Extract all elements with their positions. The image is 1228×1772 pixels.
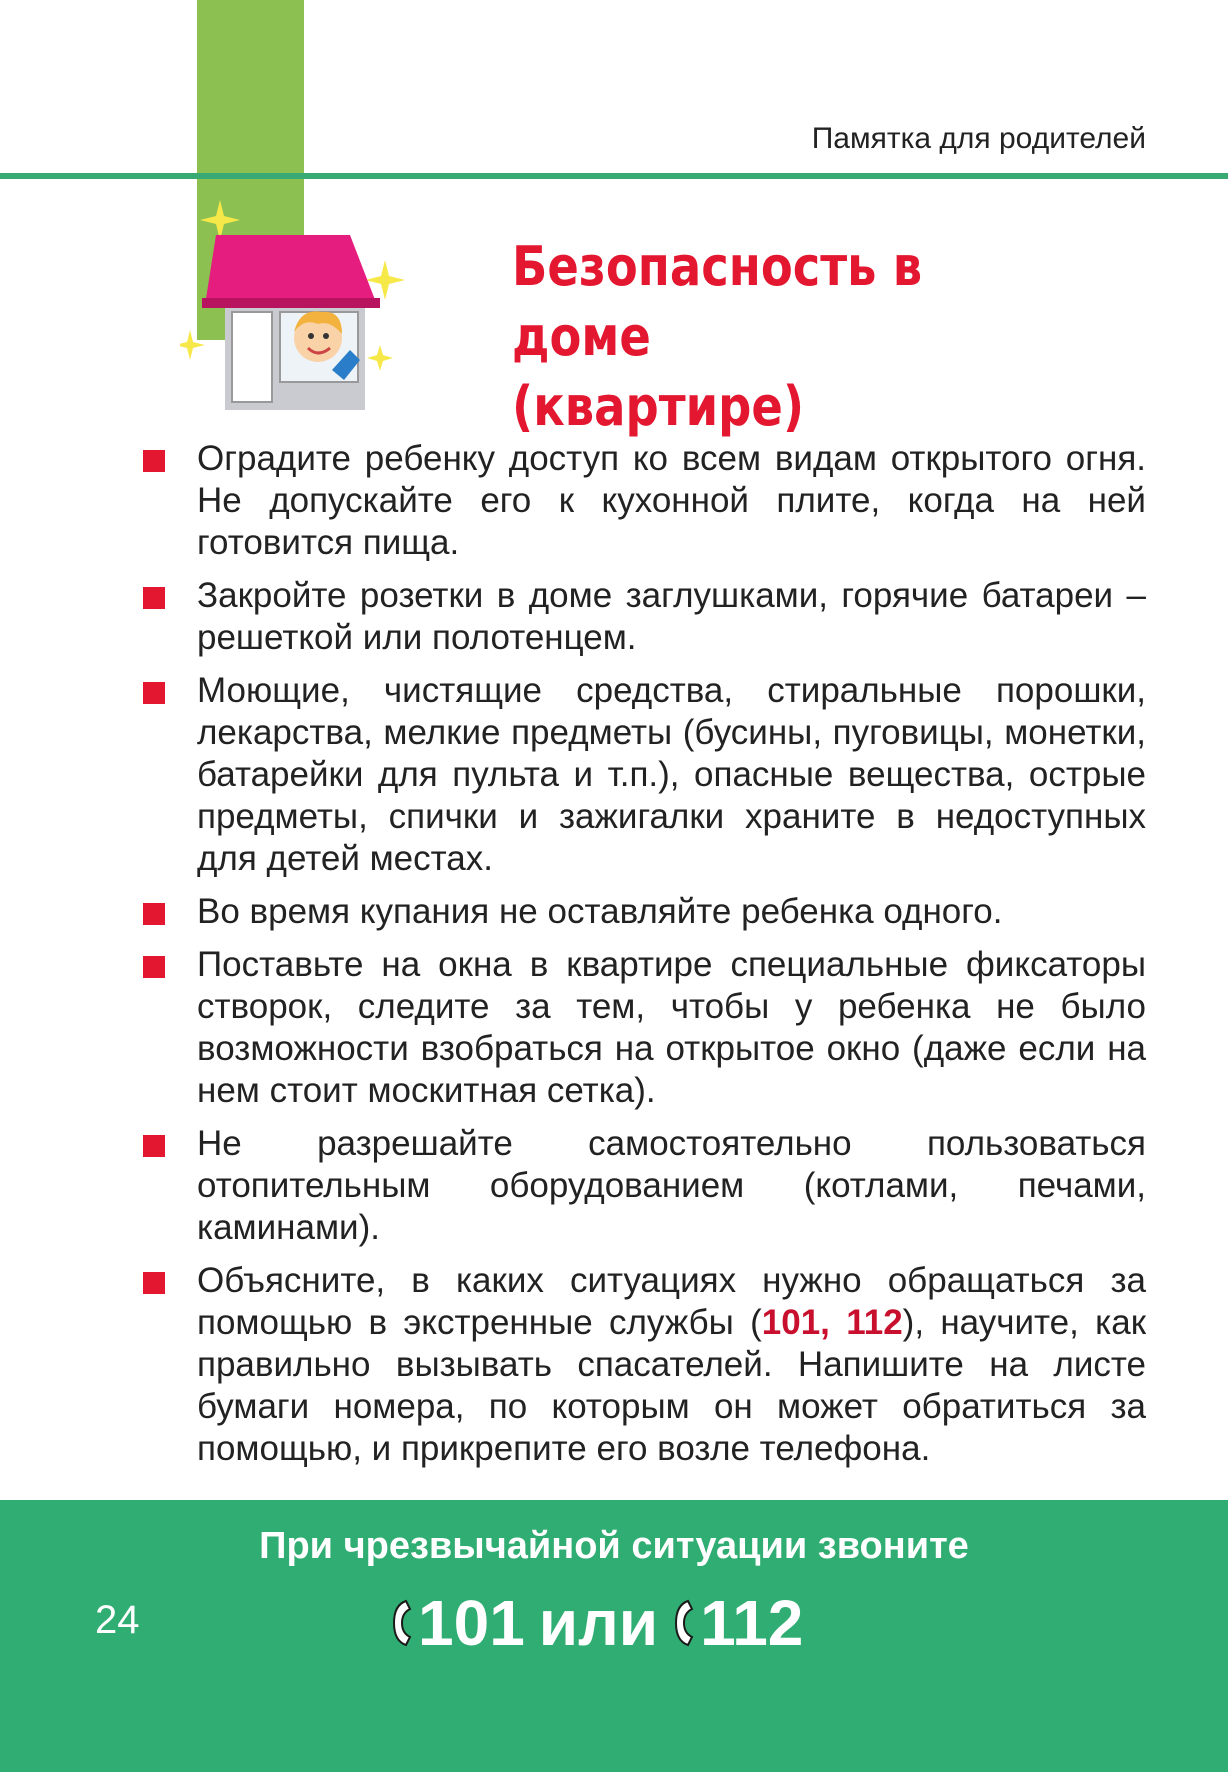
house-illustration bbox=[180, 200, 430, 410]
list-item-text: Закройте розетки в доме заглушками, горячие батареи – решеткой или полотенцем. bbox=[197, 576, 1146, 657]
list-item bbox=[140, 575, 1146, 659]
header-divider bbox=[0, 173, 1228, 179]
list-item-text: Во время купания не оставляйте ребенка одного. bbox=[197, 892, 1003, 931]
bullet-square-icon bbox=[143, 903, 165, 925]
bullet-square-icon bbox=[143, 450, 165, 472]
footer-call-text: При чрезвычайной ситуации звоните bbox=[259, 1525, 969, 1567]
list-item bbox=[140, 1123, 1146, 1249]
emergency-number-101: 101 bbox=[418, 1587, 525, 1659]
list-item-text-before: Объясните, в каких ситуациях нужно обращаться за помощью в экстренные службы ( bbox=[197, 1261, 1146, 1342]
phone-icon bbox=[390, 1599, 412, 1647]
list-item-text: Моющие, чистящие средства, стиральные порошки, лекарства, мелкие предметы (бусины, пуговицы, монетки, батарейки для пульта и т.п.), опасные вещества, острые предметы, спички и зажигалки храните в недоступных для детей местах. bbox=[197, 671, 1146, 878]
emergency-number-112: 112 bbox=[700, 1587, 804, 1659]
section-header: Памятка для родителей bbox=[811, 122, 1146, 155]
list-item-text: Не разрешайте самостоятельно пользоваться отопительным оборудованием (котлами, печами, каминами). bbox=[197, 1124, 1146, 1247]
phone-icon bbox=[672, 1599, 694, 1647]
emergency-numbers-highlight: 101, 112 bbox=[761, 1303, 903, 1342]
bullet-square-icon bbox=[143, 587, 165, 609]
list-item-text-after: ), научите, как правильно вызывать спасателей. Напишите на листе бумаги номера, по которым он может обратиться за помощью, и прикрепите его возле телефона. bbox=[197, 1303, 1147, 1468]
title-line-2: (квартире) bbox=[512, 375, 805, 438]
house-door bbox=[232, 312, 272, 402]
footer-emergency-numbers bbox=[390, 1586, 803, 1660]
list-item bbox=[140, 1260, 1146, 1470]
bullet-square-icon bbox=[143, 682, 165, 704]
list-item-text: Оградите ребенку доступ ко всем видам открытого огня. Не допускайте его к кухонной плите, когда на ней готовится пища. bbox=[197, 439, 1146, 562]
bullet-square-icon bbox=[143, 1135, 165, 1157]
list-item bbox=[140, 944, 1146, 1112]
list-item bbox=[140, 438, 1146, 564]
title-line-1: Безопасность в доме bbox=[512, 235, 923, 368]
list-item-text: Поставьте на окна в квартире специальные фиксаторы створок, следите за тем, чтобы у ребенка не было возможности взобраться на открытое окно (даже если на нем стоит москитная сетка). bbox=[197, 945, 1146, 1110]
house-roof bbox=[205, 235, 377, 305]
list-item bbox=[140, 670, 1146, 880]
bullet-square-icon bbox=[143, 1272, 165, 1294]
bullet-square-icon bbox=[143, 956, 165, 978]
page-number: 24 bbox=[95, 1598, 140, 1642]
or-text: или bbox=[538, 1587, 659, 1659]
page-title bbox=[512, 232, 1045, 442]
list-item bbox=[140, 891, 1146, 933]
safety-tips-list bbox=[140, 438, 1146, 1481]
